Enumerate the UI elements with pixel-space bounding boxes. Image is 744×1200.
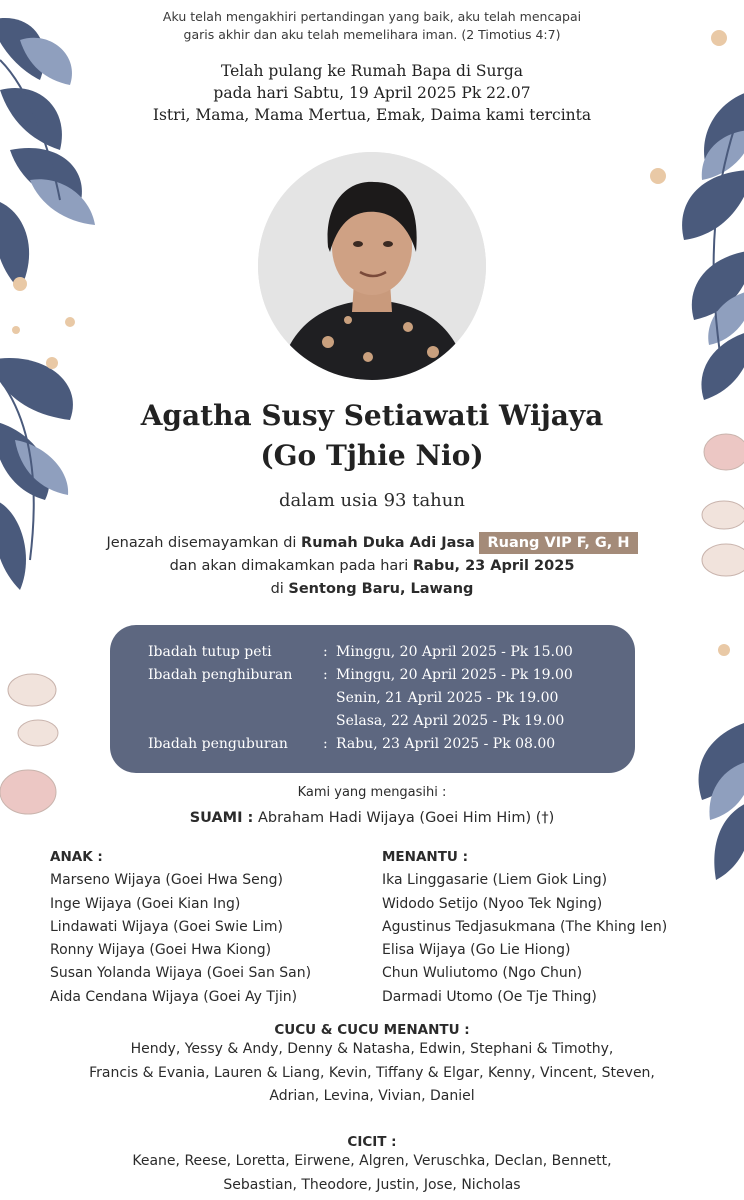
location-line	[0, 578, 744, 601]
burial-line	[0, 555, 744, 578]
burial-location: Sentong Baru, Lawang	[288, 581, 474, 597]
portrait-illustration	[258, 152, 486, 380]
lay-in-state-line	[0, 532, 744, 555]
schedule-value: Selasa, 22 April 2025 - Pk 19.00	[336, 713, 565, 729]
room-badge: Ruang VIP F, G, H	[479, 532, 637, 554]
funeral-home: Rumah Duka Adi Jasa	[301, 535, 475, 551]
schedule-row	[110, 641, 635, 663]
child-item: Ronny Wijaya (Goei Hwa Kiong)	[50, 942, 272, 959]
child-item: Inge Wijaya (Goei Kian Ing)	[50, 895, 241, 912]
schedule-separator: :	[323, 736, 328, 752]
husband-line	[0, 808, 744, 828]
inlaw-item: Darmadi Utomo (Oe Tje Thing)	[382, 988, 597, 1005]
grandchildren-line: Hendy, Yessy & Andy, Denny & Natasha, Edwin, Stephani & Timothy,	[130, 1041, 614, 1057]
lay-prefix: Jenazah disemayamkan di	[106, 535, 297, 551]
verse-line-1: Aku telah mengakhiri pertandingan yang baik, aku telah mencapai	[162, 9, 582, 24]
inlaw-item: Widodo Setijo (Nyoo Tek Nging)	[382, 895, 603, 912]
schedule-row	[110, 687, 635, 709]
child-item: Lindawati Wijaya (Goei Swie Lim)	[50, 918, 284, 935]
children-list	[50, 846, 311, 1009]
schedule-label: Ibadah penguburan	[148, 736, 288, 752]
schedule-row	[110, 733, 635, 755]
schedule-row	[110, 664, 635, 686]
schedule-label: Ibadah tutup peti	[148, 644, 272, 660]
inlaw-item: Ika Linggasarie (Liem Giok Ling)	[382, 872, 608, 889]
burial-date: Rabu, 23 April 2025	[412, 558, 575, 574]
service-schedule	[110, 625, 635, 773]
child-item: Susan Yolanda Wijaya (Goei San San)	[50, 965, 312, 982]
bible-verse	[0, 8, 744, 44]
schedule-label: Ibadah penghiburan	[148, 667, 293, 683]
inlaw-item: Elisa Wijaya (Go Lie Hiong)	[382, 942, 571, 959]
schedule-separator: :	[323, 644, 328, 660]
grandchildren-line: Francis & Evania, Lauren & Liang, Kevin, Tiffany & Elgar, Kenny, Vincent, Steven,	[89, 1064, 655, 1081]
grandchildren-heading: CUCU & CUCU MENANTU :	[274, 1022, 470, 1038]
grandchildren-section	[0, 1022, 744, 1109]
portrait-photo	[258, 152, 486, 380]
inlaw-item: Chun Wuliutomo (Ngo Chun)	[382, 965, 583, 982]
schedule-value: Senin, 21 April 2025 - Pk 19.00	[336, 690, 559, 706]
schedule-row	[110, 710, 635, 732]
age-line: dalam usia 93 tahun	[279, 490, 465, 511]
child-item: Aida Cendana Wijaya (Goei Ay Tjin)	[50, 988, 298, 1005]
great-grandchildren-section	[0, 1134, 744, 1197]
great-grandchildren-line: Sebastian, Theodore, Justin, Jose, Nicholas	[223, 1176, 521, 1193]
schedule-separator: :	[323, 667, 328, 683]
announcement-line-1: Telah pulang ke Rumah Bapa di Surga	[220, 62, 524, 80]
schedule-value: Rabu, 23 April 2025 - Pk 08.00	[336, 736, 556, 752]
announcement-line-3: Istri, Mama, Mama Mertua, Emak, Daima kami tercinta	[152, 106, 592, 124]
verse-line-2: garis akhir dan aku telah memelihara iman. (2 Timotius 4:7)	[183, 27, 561, 42]
husband-name: Abraham Hadi Wijaya (Goei Him Him) (†)	[257, 810, 555, 826]
schedule-value: Minggu, 20 April 2025 - Pk 15.00	[336, 644, 573, 660]
full-name: Agatha Susy Setiawati Wijaya	[140, 399, 604, 432]
children-heading: ANAK :	[50, 849, 103, 865]
inlaw-item: Agustinus Tedjasukmana (The Khing Ien)	[382, 918, 668, 935]
child-item: Marseno Wijaya (Goei Hwa Seng)	[50, 872, 283, 889]
death-announcement	[0, 60, 744, 126]
inlaws-list	[382, 846, 667, 1009]
loving-label: Kami yang mengasihi :	[297, 785, 447, 800]
great-grandchildren-heading: CICIT :	[347, 1134, 397, 1150]
great-grandchildren-line: Keane, Reese, Loretta, Eirwene, Algren, Veruschka, Declan, Bennett,	[132, 1153, 612, 1169]
location-prefix: di	[270, 581, 284, 597]
schedule-value: Minggu, 20 April 2025 - Pk 19.00	[336, 667, 573, 683]
husband-label: SUAMI :	[189, 810, 254, 826]
chinese-name: (Go Tjhie Nio)	[260, 439, 484, 472]
announcement-line-2: pada hari Sabtu, 19 April 2025 Pk 22.07	[213, 84, 531, 102]
funeral-info	[0, 532, 744, 601]
inlaws-heading: MENANTU :	[382, 849, 468, 865]
grandchildren-line: Adrian, Levina, Vivian, Daniel	[269, 1088, 475, 1104]
burial-prefix: dan akan dimakamkan pada hari	[169, 558, 409, 574]
deceased-name	[0, 396, 744, 476]
